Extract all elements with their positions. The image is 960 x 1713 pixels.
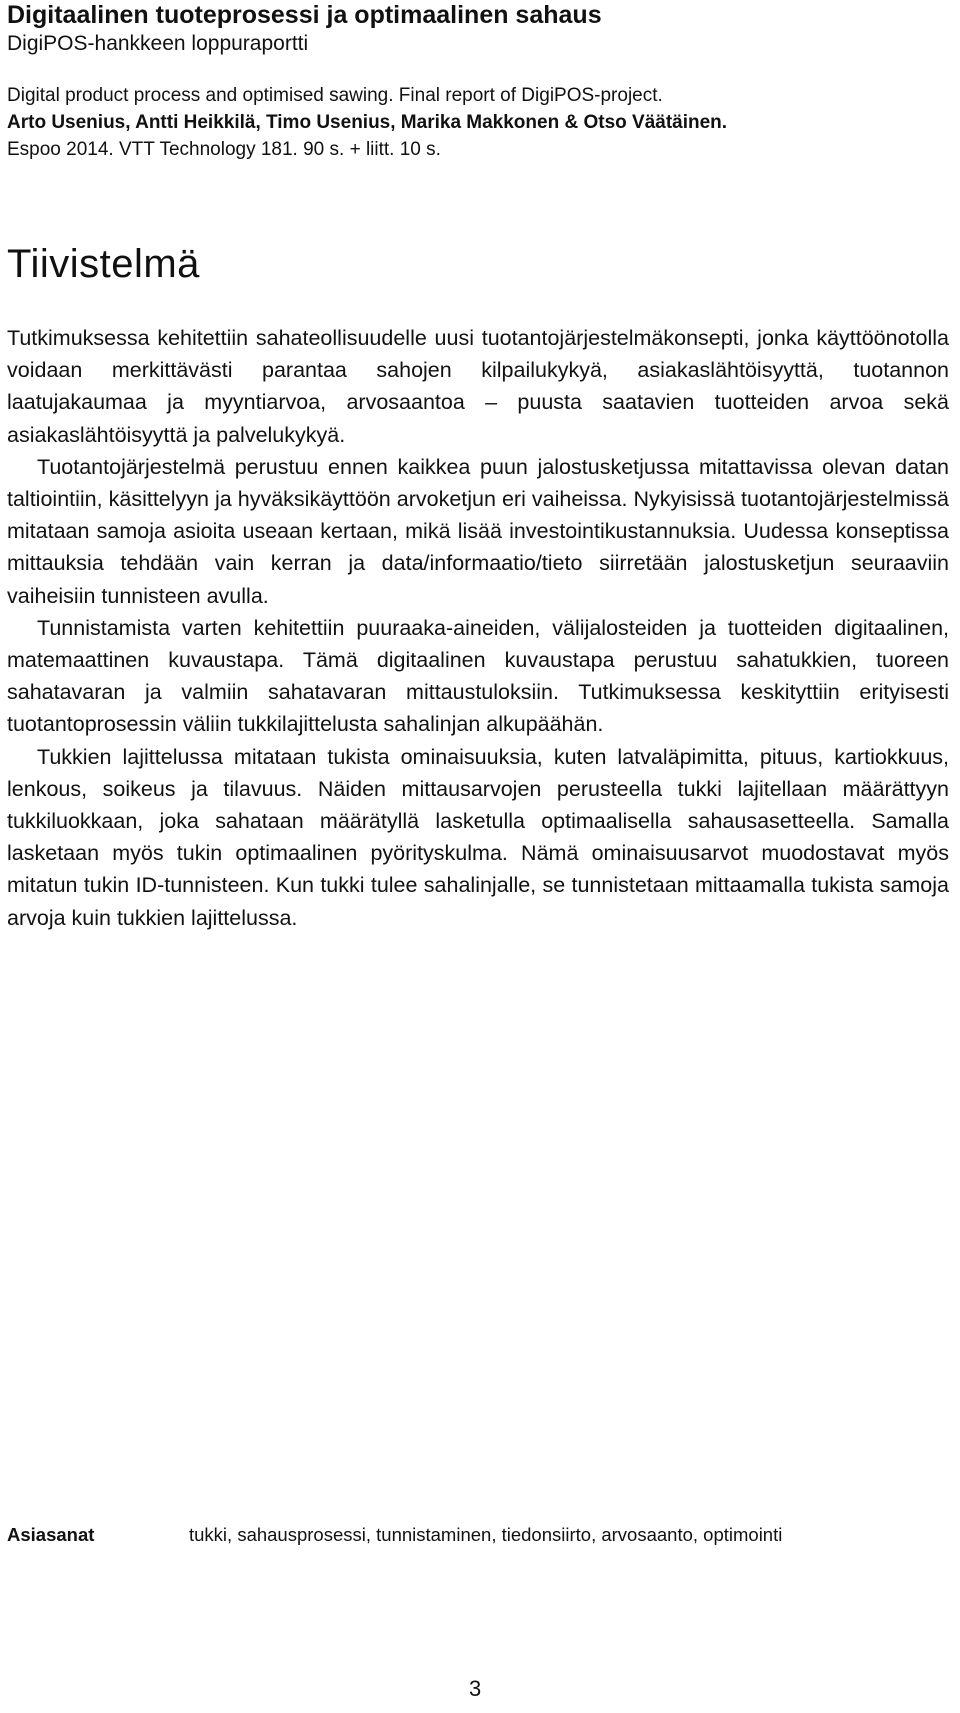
abstract-body [7,322,949,934]
keywords-value: tukki, sahausprosessi, tunnistaminen, tiedonsiirto, arvosaanto, optimointi [189,1524,783,1545]
page-number-text: 3 [469,1676,482,1701]
abstract-paragraph: Tukkien lajittelussa mitataan tukista ominaisuuksia, kuten latvaläpimitta, pituus, kartiokkuus, lenkous, soikeus ja tilavuus. Näiden mittausarvojen perusteella tukki lajitellaan määrättyyn tukkiluokkaan, joka sahataan määrätyllä lasketulla optimaalisella sahausasetteella. Samalla lasketaan myös tukin optimaalinen pyörityskulma. Nämä ominaisuusarvot muodostavat myös mitatun tukin ID-tunnisteen. Kun tukki tulee sahalinjalle, se tunnistetaan mittaamalla tukista samoja arvoja kuin tukkien lajittelussa. [7,744,949,930]
report-header [7,0,947,163]
abstract-paragraph: Tutkimuksessa kehitettiin sahateollisuudelle uusi tuotantojärjestelmäkonsepti, jonka käyttöönotolla voidaan merkittävästi parantaa sahojen kilpailukykyä, asiakaslähtöisyyttä, tuotannon laatujakaumaa ja myyntiarvoa, arvosaantoa – puusta saatavien tuotteiden arvoa sekä asiakaslähtöisyyttä ja palvelukykyä. [7,326,949,447]
bibliographic-reference [7,82,947,163]
section-title: Tiivistelmä [7,242,200,286]
report-subtitle: DigiPOS-hankkeen loppuraportti [7,32,309,55]
english-title: Digital product process and optimised sawing. Final report of DigiPOS-project. [7,85,663,106]
report-title: Digitaalinen tuoteprosessi ja optimaalinen sahaus [7,1,602,29]
authors: Arto Usenius, Antti Heikkilä, Timo Usenius, Marika Makkonen & Otso Väätäinen. [7,112,728,133]
publication-info: Espoo 2014. VTT Technology 181. 90 s. + liitt. 10 s. [7,139,441,160]
keywords-label: Asiasanat [7,1524,95,1545]
abstract-paragraph: Tuotantojärjestelmä perustuu ennen kaikkea puun jalostusketjussa mitattavissa olevan datan taltiointiin, käsittelyyn ja hyväksikäyttöön arvoketjun eri vaiheissa. Nykyisissä tuotantojärjestelmissä mitataan samoja asioita useaan kertaan, mikä lisää investointikustannuksia. Uudessa konseptissa mittauksia tehdään vain kerran ja data/informaatio/tieto siirretään jalostusketjun seuraaviin vaiheisiin tunnisteen avulla. [7,454,949,608]
abstract-paragraph: Tunnistamista varten kehitettiin puuraaka-aineiden, välijalosteiden ja tuotteiden digitaalinen, matemaattinen kuvaustapa. Tämä digitaalinen kuvaustapa perustuu sahatukkien, tuoreen sahatavaran ja valmiin sahatavaran mittaustuloksiin. Tutkimuksessa keskityttiin erityisesti tuotantoprosessin väliin tukkilajittelusta sahalinjan alkupäähän. [7,615,949,737]
